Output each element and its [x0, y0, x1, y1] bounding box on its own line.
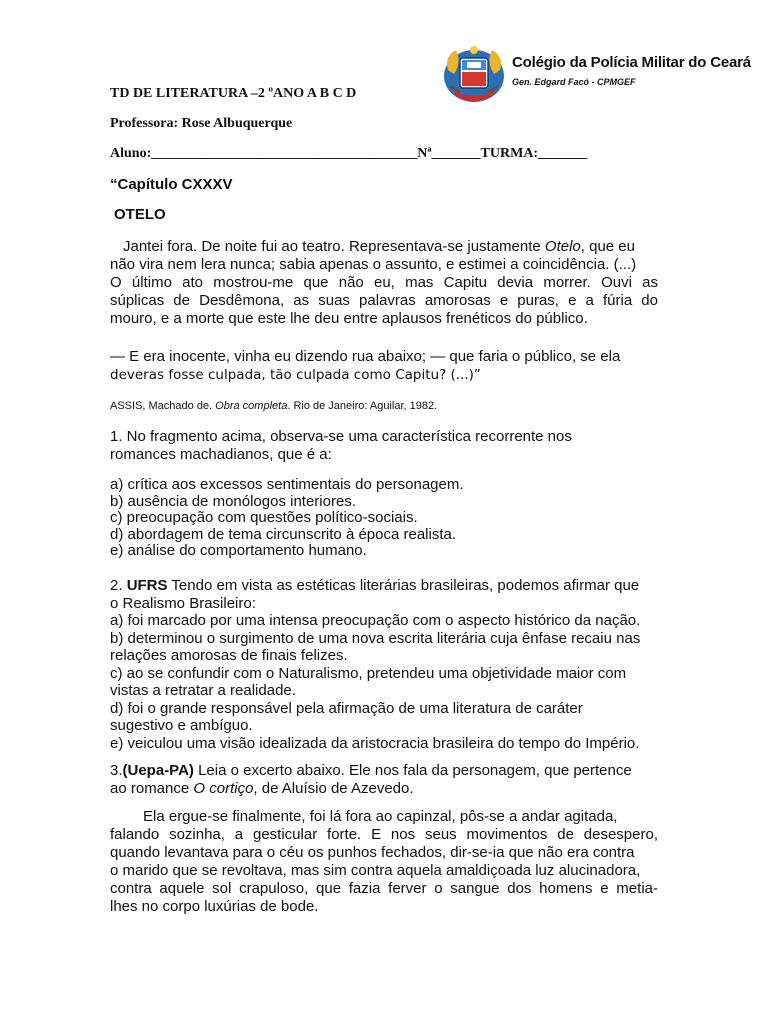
- question-1: [110, 428, 658, 464]
- option-d: d) foi o grande responsável pela afirmação de uma literatura de caráter: [110, 699, 583, 717]
- question-text-rest: Tendo em vista as estéticas literárias brasileiras, podemos afirmar que: [167, 577, 640, 594]
- excerpt-line: mouro, e a morte que este lhe deu entre aplausos frenéticos do público.: [110, 310, 588, 327]
- question-text: romances machadianos, que é a:: [110, 446, 332, 463]
- question-1-options: [110, 477, 658, 560]
- question-text: [110, 762, 658, 780]
- option-e: e) veiculou uma visão idealizada da aristocracia brasileira do tempo do Império.: [110, 734, 640, 752]
- excerpt-line: súplicas de Desdêmona, as suas palavras amorosas e puras, e a fúria do: [110, 292, 658, 309]
- option-d-cont: sugestivo e ambíguo.: [110, 717, 253, 734]
- novel-author: , de Aluísio de Azevedo.: [253, 780, 414, 797]
- source-publisher: . Rio de Janeiro: Aguilar, 1982.: [287, 400, 438, 412]
- excerpt-italic-title: Otelo: [544, 238, 581, 255]
- school-name: Colégio da Polícia Militar do Ceará: [512, 54, 751, 71]
- question-text: o Realismo Brasileiro:: [110, 594, 256, 612]
- question-number: 2.: [110, 577, 127, 594]
- excerpt-paragraph-2: [110, 348, 658, 384]
- novel-title: O cortiço: [193, 780, 254, 797]
- question-source: (Uepa-PA): [122, 762, 194, 779]
- excerpt-line: quando levantava para o céu os punhos fechados, dir-se-ia que não era contra: [110, 844, 635, 861]
- excerpt-line: deveras fosse culpada, tão culpada como Capitu? (...)”: [110, 367, 481, 383]
- question-3-excerpt: [110, 808, 658, 916]
- question-text: [110, 577, 658, 595]
- option-c: c) preocupação com questões político-sociais.: [110, 509, 418, 526]
- excerpt-line: , que eu: [580, 238, 635, 255]
- option-c-cont: vistas a retratar a realidade.: [110, 682, 296, 699]
- question-2: [110, 577, 658, 752]
- option-b-cont: relações amorosas de finais felizes.: [110, 647, 348, 664]
- question-number: 3.: [110, 762, 123, 779]
- novel-prefix: ao romance: [110, 780, 194, 797]
- chapter-title: OTELO: [114, 206, 166, 223]
- source-work: Obra completa: [215, 400, 288, 412]
- excerpt-line: O último ato mostrou-me que não eu, mas Capitu devia morrer. Ouvi as: [110, 274, 658, 291]
- school-crest-icon: [440, 40, 508, 108]
- option-d: d) abordagem de tema circunscrito à época realista.: [110, 525, 457, 543]
- question-text-rest: Leia o excerto abaixo. Ele nos fala da personagem, que pertence: [193, 762, 632, 779]
- question-source: UFRS: [126, 577, 168, 594]
- excerpt-line: o marido que se revoltava, mas sim contra aquela amaldiçoada luz alucinadora,: [110, 862, 641, 879]
- excerpt-line: Jantei fora. De noite fui ao teatro. Representava-se justamente: [123, 238, 545, 255]
- question-3: [110, 762, 658, 798]
- teacher-name: Professora: Rose Albuquerque: [110, 116, 293, 131]
- option-a: a) foi marcado por uma intensa preocupação com o aspecto histórico da nação.: [110, 612, 641, 629]
- option-b: b) ausência de monólogos interiores.: [110, 492, 356, 510]
- question-text: [110, 780, 658, 798]
- option-b: b) determinou o surgimento de uma nova escrita literária cuja ênfase recaiu nas: [110, 629, 641, 647]
- excerpt-source: [110, 400, 437, 412]
- source-author: ASSIS, Machado de.: [110, 400, 216, 412]
- chapter-heading: “Capítulo CXXXV: [110, 176, 233, 193]
- school-subtitle: Gen. Edgard Facó - CPMGEF: [512, 77, 636, 87]
- document-title: TD DE LITERATURA –2 ºANO A B C D: [110, 86, 357, 101]
- excerpt-line: lhes no corpo luxúrias de bode.: [110, 898, 319, 915]
- excerpt-line: não vira nem lera nunca; sabia apenas o assunto, e estimei a coincidência. (...): [110, 256, 637, 273]
- excerpt-line: Ela ergue-se finalmente, foi lá fora ao capinzal, pôs-se a andar agitada,: [143, 808, 618, 825]
- student-fill-line: Aluno:______________________________________Nª_______TURMA:_______: [110, 146, 588, 161]
- excerpt-line: contra aquele sol crapuloso, que fazia ferver o sangue dos homens e metia-: [110, 880, 658, 897]
- option-c: c) ao se confundir com o Naturalismo, pretendeu uma objetividade maior com: [110, 664, 627, 682]
- excerpt-line: — E era inocente, vinha eu dizendo rua abaixo; — que faria o público, se ela: [110, 348, 621, 365]
- question-text: 1. No fragmento acima, observa-se uma característica recorrente nos: [110, 428, 572, 445]
- option-a: a) crítica aos excessos sentimentais do personagem.: [110, 476, 464, 493]
- option-e: e) análise do comportamento humano.: [110, 542, 367, 559]
- excerpt-paragraph-1: [110, 238, 658, 328]
- excerpt-line: falando sozinha, a gesticular forte. E nos seus movimentos de desespero,: [110, 826, 658, 843]
